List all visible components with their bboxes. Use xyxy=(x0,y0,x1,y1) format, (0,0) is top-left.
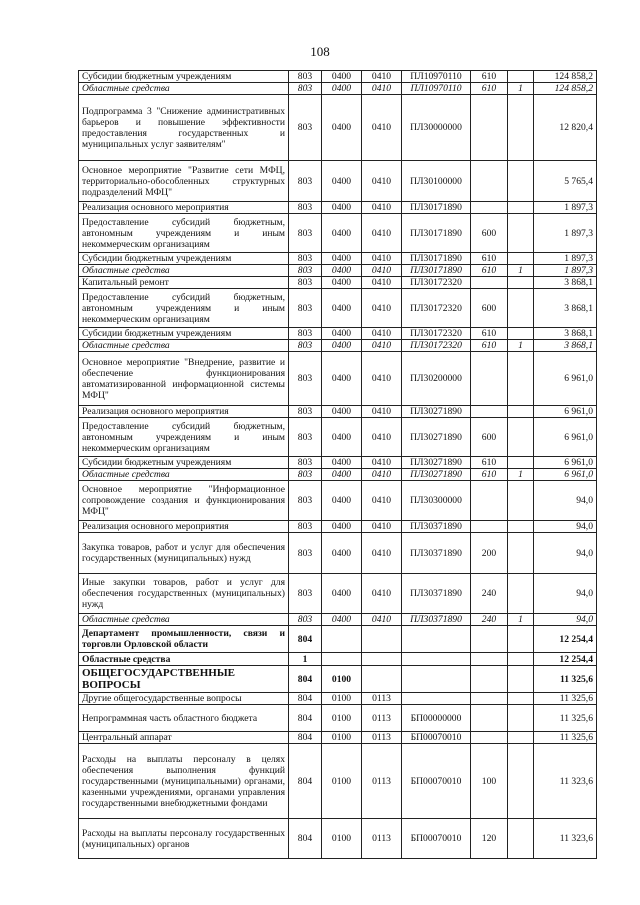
target-article-cell: ПЛ30371890 xyxy=(402,521,471,533)
ministry-code-cell: 803 xyxy=(289,469,322,481)
section-code-cell: 0400 xyxy=(322,614,362,626)
amount-cell: 6 961,0 xyxy=(534,418,597,457)
ministry-code-cell: 1 xyxy=(289,653,322,666)
funding-source-cell xyxy=(508,705,534,732)
budget-table xyxy=(78,70,597,859)
section-code-cell: 0400 xyxy=(322,202,362,214)
expense-type-cell xyxy=(471,161,508,202)
target-article-cell: БП00070010 xyxy=(402,732,471,744)
expense-type-cell: 610 xyxy=(471,457,508,469)
section-code-cell: 0400 xyxy=(322,533,362,574)
target-article-cell: ПЛ30172320 xyxy=(402,289,471,328)
subsection-code-cell: 0410 xyxy=(362,418,402,457)
row-name-cell: Областные средства xyxy=(79,265,289,277)
amount-cell: 3 868,1 xyxy=(534,328,597,340)
section-code-cell: 0100 xyxy=(322,819,362,859)
table-row xyxy=(79,626,597,653)
expense-type-cell: 120 xyxy=(471,819,508,859)
ministry-code-cell: 803 xyxy=(289,214,322,253)
subsection-code-cell: 0113 xyxy=(362,732,402,744)
section-code-cell: 0400 xyxy=(322,574,362,614)
target-article-cell xyxy=(402,653,471,666)
funding-source-cell xyxy=(508,521,534,533)
subsection-code-cell: 0113 xyxy=(362,819,402,859)
ministry-code-cell: 803 xyxy=(289,574,322,614)
target-article-cell: ПЛ30171890 xyxy=(402,253,471,265)
subsection-code-cell: 0113 xyxy=(362,744,402,819)
table-row xyxy=(79,253,597,265)
expense-type-cell: 610 xyxy=(471,340,508,352)
expense-type-cell: 610 xyxy=(471,265,508,277)
amount-cell: 1 897,3 xyxy=(534,202,597,214)
subsection-code-cell: 0410 xyxy=(362,253,402,265)
table-row xyxy=(79,289,597,328)
expense-type-cell xyxy=(471,277,508,289)
target-article-cell: ПЛ30172320 xyxy=(402,328,471,340)
section-code-cell: 0400 xyxy=(322,418,362,457)
target-article-cell xyxy=(402,666,471,693)
table-row xyxy=(79,653,597,666)
row-name-cell: Закупка товаров, работ и услуг для обеспечения государственных (муниципальных) нужд xyxy=(79,533,289,574)
subsection-code-cell xyxy=(362,626,402,653)
section-code-cell: 0400 xyxy=(322,481,362,521)
table-row xyxy=(79,277,597,289)
row-name-cell: Субсидии бюджетным учреждениям xyxy=(79,328,289,340)
ministry-code-cell: 803 xyxy=(289,406,322,418)
row-name-cell: Реализация основного мероприятия xyxy=(79,406,289,418)
funding-source-cell: 1 xyxy=(508,265,534,277)
target-article-cell: ПЛ30271890 xyxy=(402,469,471,481)
row-name-cell: Расходы на выплаты персоналу в целях обеспечения выполнения функций государственными (муниципальными) органами, казенными учреждениями, органами управления государственными внебюджетными фондами xyxy=(79,744,289,819)
table-row xyxy=(79,457,597,469)
section-code-cell xyxy=(322,626,362,653)
target-article-cell: ПЛ30271890 xyxy=(402,457,471,469)
page-number: 108 xyxy=(310,44,330,59)
row-name-cell: Капитальный ремонт xyxy=(79,277,289,289)
target-article-cell: ПЛ30300000 xyxy=(402,481,471,521)
subsection-code-cell: 0113 xyxy=(362,693,402,705)
target-article-cell: ПЛ30100000 xyxy=(402,161,471,202)
expense-type-cell xyxy=(471,693,508,705)
row-name-cell: Предоставление субсидий бюджетным, автономным учреждениям и иным некоммерческим организациям xyxy=(79,289,289,328)
subsection-code-cell: 0410 xyxy=(362,352,402,406)
section-code-cell: 0400 xyxy=(322,406,362,418)
amount-cell: 6 961,0 xyxy=(534,469,597,481)
section-code-cell: 0400 xyxy=(322,277,362,289)
section-code-cell xyxy=(322,653,362,666)
ministry-code-cell: 803 xyxy=(289,71,322,83)
table-row xyxy=(79,328,597,340)
expense-type-cell xyxy=(471,653,508,666)
amount-cell: 94,0 xyxy=(534,481,597,521)
target-article-cell: БП00070010 xyxy=(402,744,471,819)
row-name-cell: Предоставление субсидий бюджетным, автономным учреждениям и иным некоммерческим организациям xyxy=(79,214,289,253)
funding-source-cell xyxy=(508,481,534,521)
subsection-code-cell: 0410 xyxy=(362,277,402,289)
ministry-code-cell: 803 xyxy=(289,83,322,95)
target-article-cell: ПЛ30172320 xyxy=(402,340,471,352)
section-code-cell: 0400 xyxy=(322,95,362,161)
subsection-code-cell: 0410 xyxy=(362,328,402,340)
row-name-cell: Иные закупки товаров, работ и услуг для обеспечения государственных (муниципальных) нужд xyxy=(79,574,289,614)
table-row xyxy=(79,819,597,859)
table-row xyxy=(79,418,597,457)
funding-source-cell: 1 xyxy=(508,614,534,626)
ministry-code-cell: 804 xyxy=(289,819,322,859)
target-article-cell: БП00000000 xyxy=(402,705,471,732)
row-name-cell: Расходы на выплаты персоналу государственных (муниципальных) органов xyxy=(79,819,289,859)
amount-cell: 124 858,2 xyxy=(534,71,597,83)
row-name-cell: Подпрограмма 3 "Снижение административных барьеров и повышение эффективности предоставления государственных и муниципальных услуг заявителям" xyxy=(79,95,289,161)
expense-type-cell xyxy=(471,406,508,418)
expense-type-cell xyxy=(471,732,508,744)
expense-type-cell: 240 xyxy=(471,614,508,626)
funding-source-cell xyxy=(508,161,534,202)
funding-source-cell xyxy=(508,533,534,574)
ministry-code-cell: 804 xyxy=(289,732,322,744)
funding-source-cell xyxy=(508,653,534,666)
funding-source-cell: 1 xyxy=(508,469,534,481)
subsection-code-cell: 0410 xyxy=(362,161,402,202)
amount-cell: 5 765,4 xyxy=(534,161,597,202)
amount-cell: 3 868,1 xyxy=(534,277,597,289)
row-name-cell: Областные средства xyxy=(79,83,289,95)
ministry-code-cell: 803 xyxy=(289,481,322,521)
ministry-code-cell: 803 xyxy=(289,418,322,457)
ministry-code-cell: 803 xyxy=(289,533,322,574)
ministry-code-cell: 803 xyxy=(289,161,322,202)
section-code-cell: 0400 xyxy=(322,83,362,95)
expense-type-cell xyxy=(471,95,508,161)
target-article-cell: ПЛ30171890 xyxy=(402,265,471,277)
table-row xyxy=(79,161,597,202)
table-row xyxy=(79,614,597,626)
table-row xyxy=(79,83,597,95)
section-code-cell: 0400 xyxy=(322,161,362,202)
amount-cell: 1 897,3 xyxy=(534,214,597,253)
funding-source-cell: 1 xyxy=(508,83,534,95)
target-article-cell xyxy=(402,626,471,653)
target-article-cell: ПЛ30200000 xyxy=(402,352,471,406)
target-article-cell: ПЛ30271890 xyxy=(402,418,471,457)
expense-type-cell: 610 xyxy=(471,71,508,83)
expense-type-cell: 100 xyxy=(471,744,508,819)
budget-table-body xyxy=(79,71,597,859)
section-code-cell: 0400 xyxy=(322,71,362,83)
funding-source-cell xyxy=(508,95,534,161)
amount-cell: 94,0 xyxy=(534,521,597,533)
target-article-cell: ПЛ10970110 xyxy=(402,71,471,83)
ministry-code-cell: 804 xyxy=(289,693,322,705)
target-article-cell: ПЛ30172320 xyxy=(402,277,471,289)
amount-cell: 6 961,0 xyxy=(534,457,597,469)
row-name-cell: Основное мероприятие "Внедрение, развитие и обеспечение функционирования автоматизированной информационной системы МФЦ" xyxy=(79,352,289,406)
row-name-cell: ОБЩЕГОСУДАРСТВЕННЫЕ ВОПРОСЫ xyxy=(79,666,289,693)
ministry-code-cell: 803 xyxy=(289,277,322,289)
row-name-cell: Реализация основного мероприятия xyxy=(79,202,289,214)
funding-source-cell xyxy=(508,202,534,214)
ministry-code-cell: 804 xyxy=(289,744,322,819)
ministry-code-cell: 803 xyxy=(289,328,322,340)
table-row xyxy=(79,574,597,614)
table-row xyxy=(79,705,597,732)
table-row xyxy=(79,521,597,533)
expense-type-cell: 600 xyxy=(471,214,508,253)
amount-cell: 1 897,3 xyxy=(534,253,597,265)
target-article-cell xyxy=(402,693,471,705)
amount-cell: 1 897,3 xyxy=(534,265,597,277)
funding-source-cell xyxy=(508,693,534,705)
ministry-code-cell: 803 xyxy=(289,521,322,533)
row-name-cell: Центральный аппарат xyxy=(79,732,289,744)
amount-cell: 11 325,6 xyxy=(534,732,597,744)
amount-cell: 6 961,0 xyxy=(534,406,597,418)
ministry-code-cell: 804 xyxy=(289,626,322,653)
funding-source-cell xyxy=(508,626,534,653)
section-code-cell: 0400 xyxy=(322,469,362,481)
target-article-cell: БП00070010 xyxy=(402,819,471,859)
subsection-code-cell: 0410 xyxy=(362,340,402,352)
ministry-code-cell: 803 xyxy=(289,265,322,277)
target-article-cell: ПЛ30000000 xyxy=(402,95,471,161)
funding-source-cell xyxy=(508,214,534,253)
table-row xyxy=(79,406,597,418)
section-code-cell: 0100 xyxy=(322,705,362,732)
row-name-cell: Другие общегосударственные вопросы xyxy=(79,693,289,705)
expense-type-cell xyxy=(471,705,508,732)
table-row xyxy=(79,533,597,574)
subsection-code-cell: 0410 xyxy=(362,614,402,626)
target-article-cell: ПЛ30171890 xyxy=(402,202,471,214)
section-code-cell: 0400 xyxy=(322,340,362,352)
expense-type-cell: 610 xyxy=(471,253,508,265)
subsection-code-cell: 0410 xyxy=(362,574,402,614)
ministry-code-cell: 803 xyxy=(289,340,322,352)
subsection-code-cell: 0410 xyxy=(362,202,402,214)
subsection-code-cell: 0410 xyxy=(362,406,402,418)
ministry-code-cell: 803 xyxy=(289,457,322,469)
expense-type-cell: 610 xyxy=(471,328,508,340)
funding-source-cell xyxy=(508,277,534,289)
row-name-cell: Предоставление субсидий бюджетным, автономным учреждениям и иным некоммерческим организациям xyxy=(79,418,289,457)
row-name-cell: Основное мероприятие "Информационное сопровождение создания и функционирования МФЦ" xyxy=(79,481,289,521)
subsection-code-cell: 0410 xyxy=(362,469,402,481)
expense-type-cell xyxy=(471,666,508,693)
target-article-cell: ПЛ30171890 xyxy=(402,214,471,253)
section-code-cell: 0400 xyxy=(322,352,362,406)
row-name-cell: Основное мероприятие "Развитие сети МФЦ, территориально-обособленных структурных подразделений МФЦ" xyxy=(79,161,289,202)
table-row xyxy=(79,202,597,214)
target-article-cell: ПЛ30371890 xyxy=(402,533,471,574)
subsection-code-cell: 0410 xyxy=(362,521,402,533)
ministry-code-cell: 803 xyxy=(289,202,322,214)
row-name-cell: Департамент промышленности, связи и торговли Орловской области xyxy=(79,626,289,653)
expense-type-cell: 240 xyxy=(471,574,508,614)
row-name-cell: Областные средства xyxy=(79,340,289,352)
amount-cell: 12 254,4 xyxy=(534,626,597,653)
section-code-cell: 0100 xyxy=(322,744,362,819)
row-name-cell: Непрограммная часть областного бюджета xyxy=(79,705,289,732)
subsection-code-cell: 0410 xyxy=(362,214,402,253)
funding-source-cell xyxy=(508,406,534,418)
funding-source-cell xyxy=(508,71,534,83)
amount-cell: 94,0 xyxy=(534,533,597,574)
section-code-cell: 0100 xyxy=(322,666,362,693)
ministry-code-cell: 803 xyxy=(289,289,322,328)
row-name-cell: Областные средства xyxy=(79,653,289,666)
ministry-code-cell: 804 xyxy=(289,705,322,732)
subsection-code-cell: 0410 xyxy=(362,265,402,277)
section-code-cell: 0400 xyxy=(322,521,362,533)
target-article-cell: ПЛ30371890 xyxy=(402,574,471,614)
table-row xyxy=(79,744,597,819)
subsection-code-cell: 0410 xyxy=(362,71,402,83)
ministry-code-cell: 804 xyxy=(289,666,322,693)
amount-cell: 94,0 xyxy=(534,574,597,614)
section-code-cell: 0400 xyxy=(322,328,362,340)
expense-type-cell: 200 xyxy=(471,533,508,574)
row-name-cell: Реализация основного мероприятия xyxy=(79,521,289,533)
subsection-code-cell: 0113 xyxy=(362,705,402,732)
section-code-cell: 0100 xyxy=(322,693,362,705)
funding-source-cell xyxy=(508,732,534,744)
row-name-cell: Субсидии бюджетным учреждениям xyxy=(79,457,289,469)
amount-cell: 11 323,6 xyxy=(534,819,597,859)
funding-source-cell xyxy=(508,253,534,265)
ministry-code-cell: 803 xyxy=(289,614,322,626)
ministry-code-cell: 803 xyxy=(289,253,322,265)
funding-source-cell xyxy=(508,328,534,340)
funding-source-cell xyxy=(508,744,534,819)
funding-source-cell xyxy=(508,666,534,693)
funding-source-cell xyxy=(508,352,534,406)
amount-cell: 11 325,6 xyxy=(534,693,597,705)
table-row xyxy=(79,732,597,744)
table-row xyxy=(79,95,597,161)
expense-type-cell: 600 xyxy=(471,289,508,328)
section-code-cell: 0400 xyxy=(322,457,362,469)
expense-type-cell xyxy=(471,481,508,521)
table-row xyxy=(79,265,597,277)
expense-type-cell xyxy=(471,352,508,406)
expense-type-cell: 610 xyxy=(471,469,508,481)
row-name-cell: Субсидии бюджетным учреждениям xyxy=(79,253,289,265)
expense-type-cell xyxy=(471,521,508,533)
amount-cell: 12 254,4 xyxy=(534,653,597,666)
subsection-code-cell: 0410 xyxy=(362,83,402,95)
section-code-cell: 0400 xyxy=(322,265,362,277)
row-name-cell: Областные средства xyxy=(79,469,289,481)
table-row xyxy=(79,71,597,83)
table-row xyxy=(79,693,597,705)
target-article-cell: ПЛ10970110 xyxy=(402,83,471,95)
table-row xyxy=(79,352,597,406)
table-row xyxy=(79,340,597,352)
subsection-code-cell xyxy=(362,653,402,666)
table-row xyxy=(79,469,597,481)
ministry-code-cell: 803 xyxy=(289,352,322,406)
amount-cell: 124 858,2 xyxy=(534,83,597,95)
table-row xyxy=(79,666,597,693)
amount-cell: 11 325,6 xyxy=(534,705,597,732)
amount-cell: 3 868,1 xyxy=(534,289,597,328)
amount-cell: 6 961,0 xyxy=(534,352,597,406)
amount-cell: 12 820,4 xyxy=(534,95,597,161)
amount-cell: 11 323,6 xyxy=(534,744,597,819)
subsection-code-cell: 0410 xyxy=(362,533,402,574)
table-row xyxy=(79,481,597,521)
subsection-code-cell: 0410 xyxy=(362,95,402,161)
subsection-code-cell xyxy=(362,666,402,693)
section-code-cell: 0100 xyxy=(322,732,362,744)
row-name-cell: Областные средства xyxy=(79,614,289,626)
subsection-code-cell: 0410 xyxy=(362,289,402,328)
funding-source-cell: 1 xyxy=(508,340,534,352)
amount-cell: 3 868,1 xyxy=(534,340,597,352)
expense-type-cell: 610 xyxy=(471,83,508,95)
ministry-code-cell: 803 xyxy=(289,95,322,161)
subsection-code-cell: 0410 xyxy=(362,457,402,469)
row-name-cell: Субсидии бюджетным учреждениям xyxy=(79,71,289,83)
expense-type-cell xyxy=(471,626,508,653)
funding-source-cell xyxy=(508,819,534,859)
target-article-cell: ПЛ30271890 xyxy=(402,406,471,418)
funding-source-cell xyxy=(508,574,534,614)
funding-source-cell xyxy=(508,457,534,469)
section-code-cell: 0400 xyxy=(322,214,362,253)
expense-type-cell xyxy=(471,202,508,214)
section-code-cell: 0400 xyxy=(322,253,362,265)
amount-cell: 11 325,6 xyxy=(534,666,597,693)
table-row xyxy=(79,214,597,253)
section-code-cell: 0400 xyxy=(322,289,362,328)
target-article-cell: ПЛ30371890 xyxy=(402,614,471,626)
funding-source-cell xyxy=(508,289,534,328)
amount-cell: 94,0 xyxy=(534,614,597,626)
funding-source-cell xyxy=(508,418,534,457)
expense-type-cell: 600 xyxy=(471,418,508,457)
subsection-code-cell: 0410 xyxy=(362,481,402,521)
